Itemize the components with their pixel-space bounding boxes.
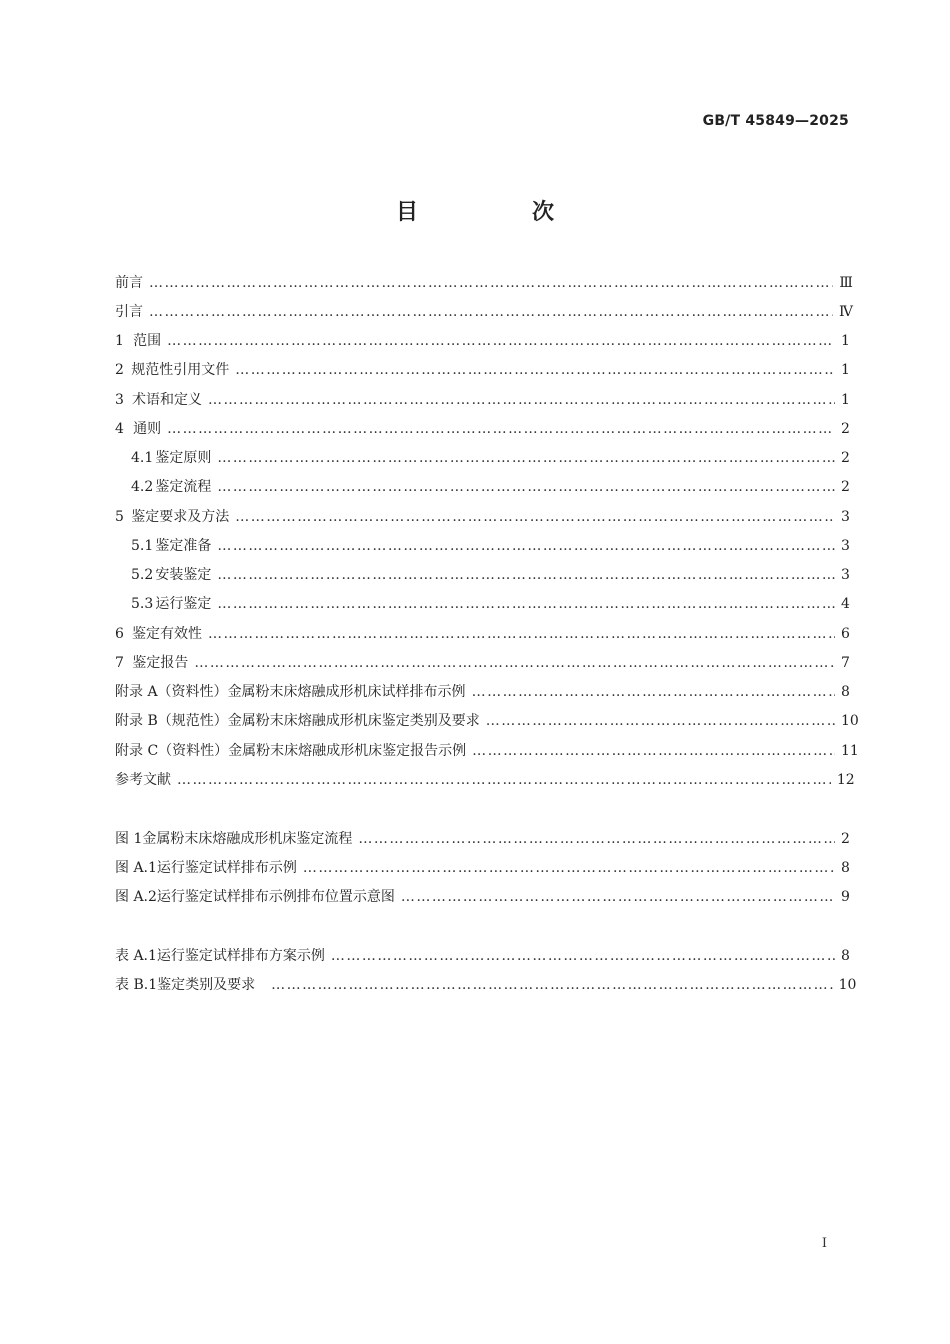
toc-entry-label: 安装鉴定 [155,567,212,583]
toc-entry-label: 金属粉末床熔融成形机床鉴定类别及要求 [227,713,480,729]
toc-entry-preface[interactable] [115,272,853,294]
toc-table-a1[interactable] [115,945,849,967]
toc-entry-page: 2 [841,479,850,495]
toc-entry-page: 6 [841,626,850,642]
leader-dots [235,506,835,528]
standard-number: GB/T 45849—2025 [702,113,849,129]
leader-dots [271,974,832,996]
figure-label: 金属粉末床熔融成形机床鉴定流程 [142,831,353,847]
toc-entry-label: 引言 [115,304,143,320]
table-page: 10 [838,977,857,993]
leader-dots [208,389,835,411]
toc-entry-number: 附录 A（资料性） [115,684,228,700]
toc-entry-label: 运行鉴定 [155,596,212,612]
toc-entry-label: 规范性引用文件 [131,362,230,378]
toc-entry-page: 12 [836,772,855,788]
leader-dots [217,447,835,469]
figure-number: 图 1 [115,831,143,847]
toc-entry-page: 1 [841,362,850,378]
toc-entry-annex-a[interactable] [115,681,849,703]
toc-entry-number: 5.2 [131,567,154,583]
leader-dots [217,476,835,498]
toc-entry-introduction[interactable] [115,301,854,323]
toc-entry-number: 1 [115,333,124,349]
toc-entry-6[interactable] [115,623,849,645]
toc-entry-3[interactable] [115,389,849,411]
toc-entry-label: 鉴定有效性 [131,626,202,642]
toc-entry-number: 3 [115,392,124,408]
leader-dots [167,418,835,440]
toc-entry-label: 鉴定报告 [132,655,189,671]
toc-entry-label: 鉴定要求及方法 [131,509,230,525]
toc-entry-2[interactable] [115,359,849,381]
toc-entry-number: 附录 C（资料性） [115,743,229,759]
leader-dots [331,945,835,967]
toc-entry-number: 5.3 [131,596,154,612]
toc-entry-number: 4 [115,421,124,437]
toc-entry-5[interactable] [115,506,849,528]
toc-entry-page: 10 [841,713,859,729]
toc-entry-1[interactable] [115,330,849,352]
toc-figure-a1[interactable] [115,857,849,879]
toc-table-b1[interactable] [115,974,857,996]
toc-entry-page: 3 [841,509,850,525]
toc-entry-label: 金属粉末床熔融成形机床试样排布示例 [227,684,466,700]
toc-figure-a2[interactable] [115,886,849,908]
toc-entry-page: 11 [841,743,859,759]
toc-entry-page: 2 [841,450,850,466]
page-title: 目 次 [395,200,600,225]
figure-number: 图 A.1 [115,860,157,876]
toc-entry-annex-c[interactable] [115,740,859,762]
toc-entry-number: 2 [115,362,124,378]
toc-entry-page: 3 [841,567,850,583]
leader-dots [486,710,835,732]
toc-entry-page: 1 [841,333,850,349]
toc-entry-annex-b[interactable] [115,710,859,732]
toc-entry-page: 1 [841,392,850,408]
toc-entry-page: 7 [841,655,850,671]
toc-entry-page: 8 [841,684,850,700]
toc-entry-label: 术语和定义 [131,392,202,408]
leader-dots [401,886,835,908]
toc-entry-label: 参考文献 [115,772,171,788]
leader-dots [303,857,835,879]
leader-dots [235,359,835,381]
table-number: 表 A.1 [115,948,157,964]
table-number: 表 B.1 [115,977,158,993]
toc-entry-5-1[interactable] [115,535,849,557]
leader-dots [167,330,835,352]
toc-entry-page: Ⅲ [839,275,853,291]
toc-entry-number: 4.2 [131,479,154,495]
toc-entry-4[interactable] [115,418,849,440]
leader-dots [217,535,835,557]
table-label: 运行鉴定试样排布方案示例 [156,948,325,964]
toc-entry-label: 鉴定流程 [155,479,212,495]
table-page: 8 [841,948,850,964]
toc-entry-number: 5 [115,509,124,525]
toc-entry-label: 通则 [133,421,162,437]
toc-entry-page: Ⅳ [839,304,854,320]
leader-dots [177,769,831,791]
toc-entry-page: 3 [841,538,850,554]
figure-label: 运行鉴定试样排布示例 [156,860,297,876]
toc-entry-label: 前言 [115,275,143,291]
figure-page: 2 [841,831,850,847]
toc-entry-5-2[interactable] [115,564,849,586]
figure-page: 9 [841,889,850,905]
leader-dots [149,272,833,294]
toc-entry-page: 2 [841,421,850,437]
toc-entry-number: 4.1 [131,450,154,466]
toc-entry-4-2[interactable] [115,476,849,498]
leader-dots [358,828,835,850]
leader-dots [217,564,835,586]
page-number: I [821,1236,827,1251]
toc-entry-number: 5.1 [131,538,154,554]
table-label: 鉴定类别及要求 [157,977,256,993]
leader-dots [194,652,835,674]
toc-figure-1[interactable] [115,828,849,850]
leader-dots [208,623,835,645]
toc-entry-5-3[interactable] [115,593,849,615]
toc-entry-page: 4 [841,596,850,612]
toc-entry-label: 鉴定原则 [155,450,212,466]
toc-entry-label: 鉴定准备 [155,538,212,554]
figure-number: 图 A.2 [115,889,157,905]
toc-entry-label: 范围 [133,333,162,349]
toc-entry-number: 6 [115,626,124,642]
toc-entry-number: 附录 B（规范性） [115,713,228,729]
figure-label: 运行鉴定试样排布示例排布位置示意图 [156,889,395,905]
toc-entry-4-1[interactable] [115,447,849,469]
toc-entry-7[interactable] [115,652,849,674]
leader-dots [149,301,833,323]
figure-page: 8 [841,860,850,876]
toc-entry-number: 7 [115,655,124,671]
toc-entry-bibliography[interactable] [115,769,855,791]
leader-dots [217,593,835,615]
toc-entry-label: 金属粉末床熔融成形机床鉴定报告示例 [228,743,467,759]
leader-dots [472,740,835,762]
leader-dots [472,681,835,703]
